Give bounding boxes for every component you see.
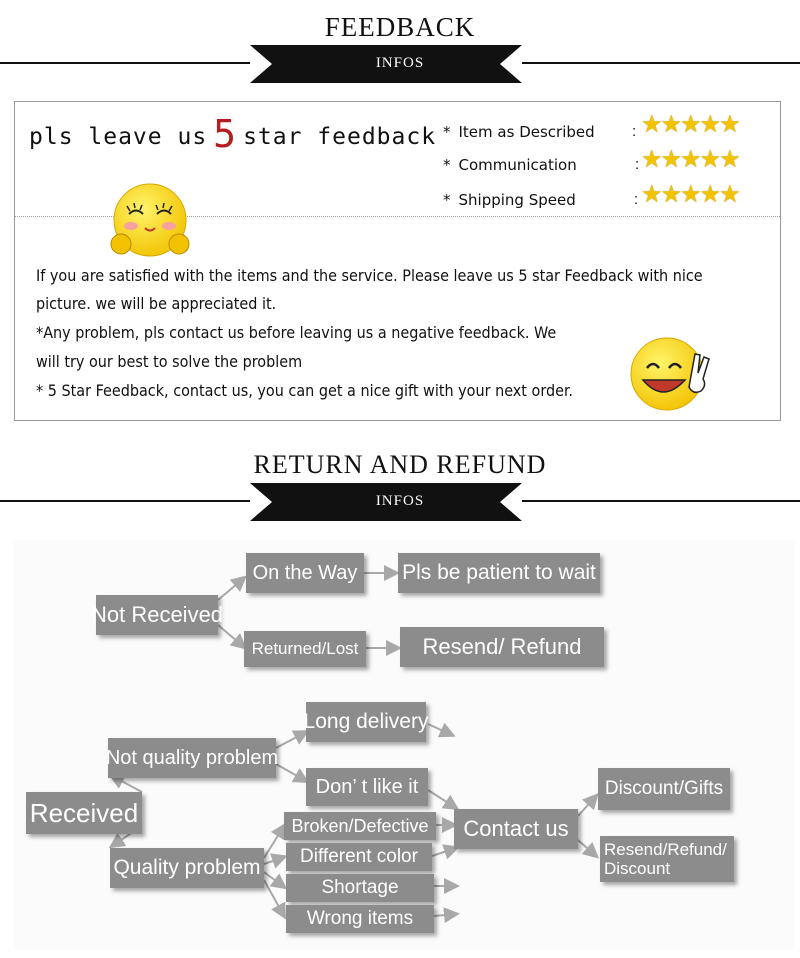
rating-bullet: * <box>443 123 451 141</box>
feedback-paragraph-line: will try our best to solve the problem <box>36 352 303 371</box>
box-discount-gifts: Discount/Gifts <box>598 768 730 810</box>
box-different-color: Different color <box>286 843 432 871</box>
stars-rating-icon: ★★★★★ <box>641 181 739 208</box>
feedback-paragraph-line: * 5 Star Feedback, contact us, you can get a nice gift with your next order. <box>36 381 573 400</box>
box-broken-defective: Broken/Defective <box>284 812 436 840</box>
feedback-paragraph-line: If you are satisfied with the items and the service. Please leave us 5 star Feedback with nice <box>36 266 703 285</box>
discount-line: Discount <box>604 859 671 878</box>
rating-bullet: * <box>443 191 451 209</box>
box-not-received: Not Received <box>96 595 218 635</box>
stars-rating-icon: ★★★★★ <box>641 146 739 173</box>
feedback-paragraph-line: *Any problem, pls contact us before leaving us a negative feedback. We <box>36 323 557 342</box>
rating-bullet: * <box>443 156 451 174</box>
feedback-paragraph-line: picture. we will be appreciated it. <box>36 294 277 313</box>
rating-colon: : <box>634 191 639 208</box>
return-ribbon-label: INFOS <box>375 493 425 509</box>
feedback-ribbon-label: INFOS <box>375 55 425 71</box>
headline-five: 5 <box>213 112 238 156</box>
feedback-title: FEEDBACK <box>324 12 476 42</box>
headline-suffix: star feedback <box>243 124 437 150</box>
box-wrong-items: Wrong items <box>286 905 434 933</box>
box-dont-like-it: Don’ t like it <box>306 768 428 806</box>
box-quality-problem: Quality problem <box>110 848 264 888</box>
stars-rating-icon: ★★★★★ <box>641 111 739 138</box>
box-resend-refund: Resend/ Refund <box>400 627 604 667</box>
box-not-quality-problem: Not quality problem <box>108 738 276 778</box>
box-contact-us: Contact us <box>454 809 578 849</box>
box-returned-lost: Returned/Lost <box>244 631 366 667</box>
box-resend-refund-discount <box>600 836 734 882</box>
rating-label: Communication <box>458 156 577 174</box>
rating-colon: : <box>635 156 640 173</box>
box-shortage: Shortage <box>286 874 434 902</box>
headline-prefix: pls leave us <box>29 124 208 150</box>
box-received: Received <box>26 792 142 834</box>
resend-refund-line: Resend/Refund/ <box>604 840 727 859</box>
box-long-delivery: Long delivery <box>306 702 426 742</box>
box-patient-to-wait: Pls be patient to wait <box>398 553 600 593</box>
rating-colon: : <box>632 123 637 140</box>
rating-label: Item as Described <box>458 123 595 141</box>
return-title: RETURN AND REFUND <box>253 450 547 479</box>
box-on-the-way: On the Way <box>246 553 364 593</box>
rating-label: Shipping Speed <box>458 191 576 209</box>
